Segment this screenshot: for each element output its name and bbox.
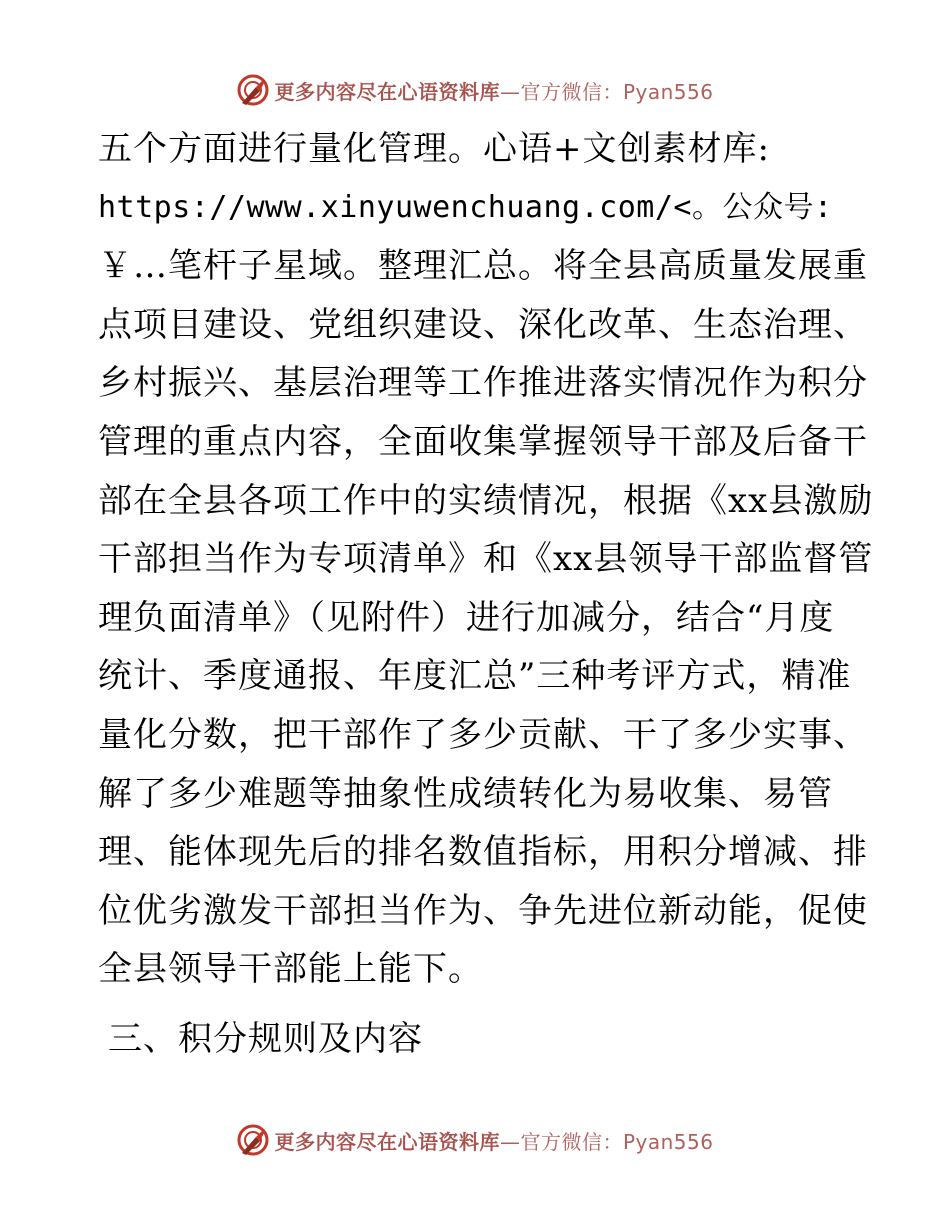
- body-line-url: https://www.xinyuwenchuang.com/<。公众号:: [98, 189, 833, 225]
- body-line: 理负面清单》（见附件）进行加减分，结合“月度: [98, 597, 835, 638]
- header-banner-separator: —: [499, 79, 521, 104]
- footer-banner-text: [274, 1126, 713, 1155]
- body-line: 五个方面进行量化管理。心语+文创素材库:: [98, 129, 770, 169]
- section-heading: 三、积分规则及内容: [108, 1019, 423, 1059]
- body-line: 统计、季度通报、年度汇总”三种考评方式，精准: [98, 656, 852, 697]
- body-line: 全县领导干部能上能下。: [98, 949, 483, 990]
- body-line: 位优劣激发干部担当作为、争先进位新动能，促使: [98, 890, 868, 931]
- header-banner: [0, 70, 950, 110]
- body-line: 干部担当作为专项清单》和《xx县领导干部监督管: [98, 539, 874, 580]
- document-body: [98, 120, 874, 999]
- header-banner-wechat: 官方微信：Pyan556: [520, 79, 714, 104]
- body-line: 管理的重点内容，全面收集掌握领导干部及后备干: [98, 421, 868, 462]
- body-line: 理、能体现先后的排名数值指标，用积分增减、排: [98, 832, 868, 873]
- footer-banner: [0, 1120, 950, 1160]
- pen-logo-icon: [236, 1123, 270, 1157]
- header-banner-main: 更多内容尽在心语资料库: [274, 79, 500, 104]
- body-line: 点项目建设、党组织建设、深化改革、生态治理、: [98, 304, 868, 345]
- footer-banner-main: 更多内容尽在心语资料库: [274, 1129, 500, 1154]
- body-line: ￥…笔杆子星域。整理汇总。将全县高质量发展重: [98, 246, 868, 287]
- body-line: 解了多少难题等抽象性成绩转化为易收集、易管: [98, 773, 833, 814]
- body-line: 乡村振兴、基层治理等工作推进落实情况作为积分: [98, 363, 868, 404]
- header-banner-text: [274, 76, 713, 105]
- footer-banner-separator: —: [499, 1129, 521, 1154]
- footer-banner-wechat: 官方微信：Pyan556: [520, 1129, 714, 1154]
- body-line: 量化分数，把干部作了多少贡献、干了多少实事、: [98, 714, 868, 755]
- pen-logo-icon: [236, 73, 270, 107]
- body-line: 部在全县各项工作中的实绩情况，根据《xx县激励: [98, 480, 874, 521]
